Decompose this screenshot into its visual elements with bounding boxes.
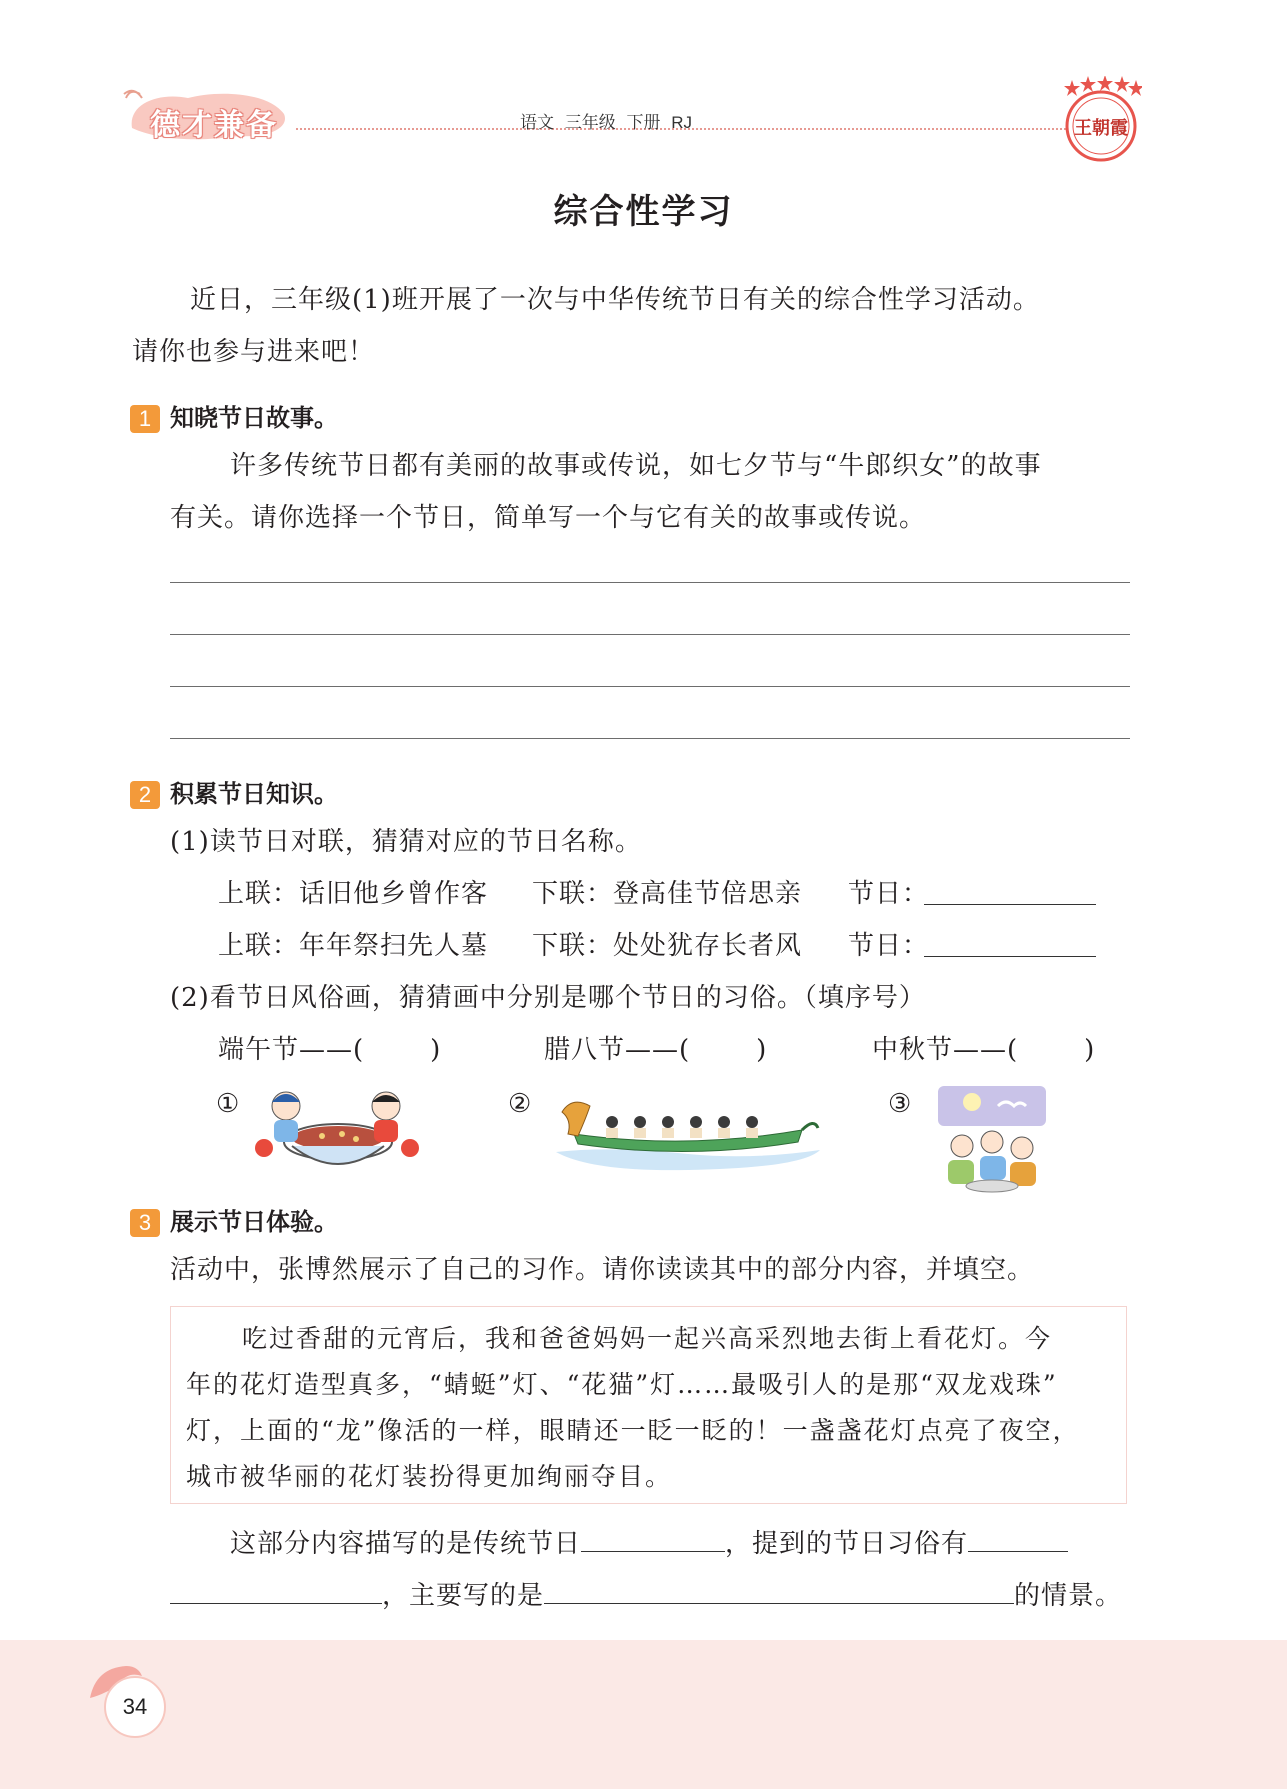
page-title: 综合性学习 (553, 192, 734, 232)
author-seal-logo (1060, 76, 1142, 166)
excerpt-line: 年的花灯造型真多，“蜻蜓”灯、“花猫”灯……最吸引人的是那“双龙戏珠” (186, 1370, 1058, 1399)
book-info (520, 108, 692, 133)
question-1-text-1: 许多传统节日都有美丽的故事或传说，如七夕节与“牛郎织女”的故事 (230, 451, 1042, 481)
fill-sentence-1 (230, 1518, 1130, 1570)
question-1-title: 知晓节日故事。 (170, 404, 338, 432)
intro-line-1: 近日，三年级(1)班开展了一次与中华传统节日有关的综合性学习活动。 (190, 285, 1040, 315)
question-2-title: 积累节日知识。 (170, 780, 338, 808)
edition: RJ (671, 113, 692, 132)
couplet-upper-2: 上联：年年祭扫先人墓 (218, 931, 489, 961)
volume: 下册 (626, 113, 661, 132)
fill-text: ，提到的节日习俗有 (725, 1529, 969, 1559)
question-2-number: 2 (130, 781, 160, 809)
festival-duanwu: 端午节——( (218, 1035, 365, 1065)
festival-label-2: 节日： (848, 931, 930, 961)
answer-line[interactable] (170, 582, 1130, 583)
fill-text: 的情景。 (1014, 1581, 1123, 1611)
picture-3-number: ③ (888, 1089, 913, 1119)
answer-line[interactable] (170, 738, 1130, 739)
excerpt-line: 灯，上面的“龙”像活的一样，眼睛还一眨一眨的！一盏盏花灯点亮了夜空， (186, 1416, 1080, 1445)
footer-band (0, 1640, 1287, 1789)
couplet-upper-1: 上联：话旧他乡曾作客 (218, 879, 489, 909)
close-paren: ) (1084, 1035, 1096, 1065)
close-paren: ) (430, 1035, 442, 1065)
festival-zhongqiu-prompt (872, 1024, 1095, 1076)
fill-text: ，主要写的是 (382, 1581, 545, 1611)
question-2-sub-1: (1)读节日对联，猜猜对应的节日名称。 (170, 827, 642, 857)
excerpt-text (186, 1316, 1122, 1500)
festival-laba: 腊八节——( (544, 1035, 691, 1065)
question-3-number: 3 (130, 1209, 160, 1237)
brand-logo: 德才兼备 (150, 108, 278, 143)
answer-line[interactable] (170, 686, 1130, 687)
seal-text: 王朝霞 (1074, 118, 1128, 139)
couplet-lower-2: 下联：处处犹存长者风 (532, 931, 803, 961)
festival-answer-blank-1[interactable] (924, 904, 1096, 905)
question-1-number: 1 (130, 405, 160, 433)
excerpt-line: 吃过香甜的元宵后，我和爸爸妈妈一起兴高采烈地去街上看花灯。今 (242, 1324, 1053, 1353)
couplet-lower-1: 下联：登高佳节倍思亲 (532, 879, 803, 909)
picture-1-number: ① (216, 1089, 241, 1119)
scene-blank[interactable] (544, 1579, 1014, 1604)
question-3-heading (130, 1202, 338, 1237)
question-1-heading (130, 398, 338, 433)
festival-laba-prompt (544, 1024, 767, 1076)
subject: 语文 (520, 113, 554, 132)
fill-text: 这部分内容描写的是传统节日 (230, 1529, 582, 1559)
picture-2-number: ② (508, 1089, 533, 1119)
dragon-boat-illustration (552, 1088, 824, 1174)
custom-blank-end[interactable] (170, 1579, 382, 1604)
mid-autumn-family-illustration (938, 1086, 1046, 1196)
festival-zhongqiu: 中秋节——( (872, 1035, 1019, 1065)
intro-line-2: 请你也参与进来吧！ (132, 337, 376, 367)
festival-name-blank[interactable] (581, 1527, 725, 1552)
laba-porridge-illustration (252, 1084, 422, 1176)
festival-duanwu-prompt (218, 1024, 441, 1076)
festival-answer-blank-2[interactable] (924, 956, 1096, 957)
question-3-intro: 活动中，张博然展示了自己的习作。请你读读其中的部分内容，并填空。 (170, 1255, 1035, 1285)
question-1-text-2: 有关。请你选择一个节日，简单写一个与它有关的故事或传说。 (170, 503, 927, 533)
page-number: 34 (104, 1676, 166, 1738)
festival-label-1: 节日： (848, 879, 930, 909)
excerpt-line: 城市被华丽的花灯装扮得更加绚丽夺目。 (186, 1462, 673, 1491)
grade: 三年级 (564, 113, 616, 132)
fill-sentence-2 (170, 1570, 1130, 1622)
question-2-heading (130, 774, 338, 809)
question-3-title: 展示节日体验。 (170, 1208, 338, 1236)
answer-line[interactable] (170, 634, 1130, 635)
close-paren: ) (756, 1035, 768, 1065)
custom-blank-start[interactable] (968, 1527, 1068, 1552)
question-2-sub-2: (2)看节日风俗画，猜猜画中分别是哪个节日的习俗。（填序号） (170, 983, 926, 1013)
